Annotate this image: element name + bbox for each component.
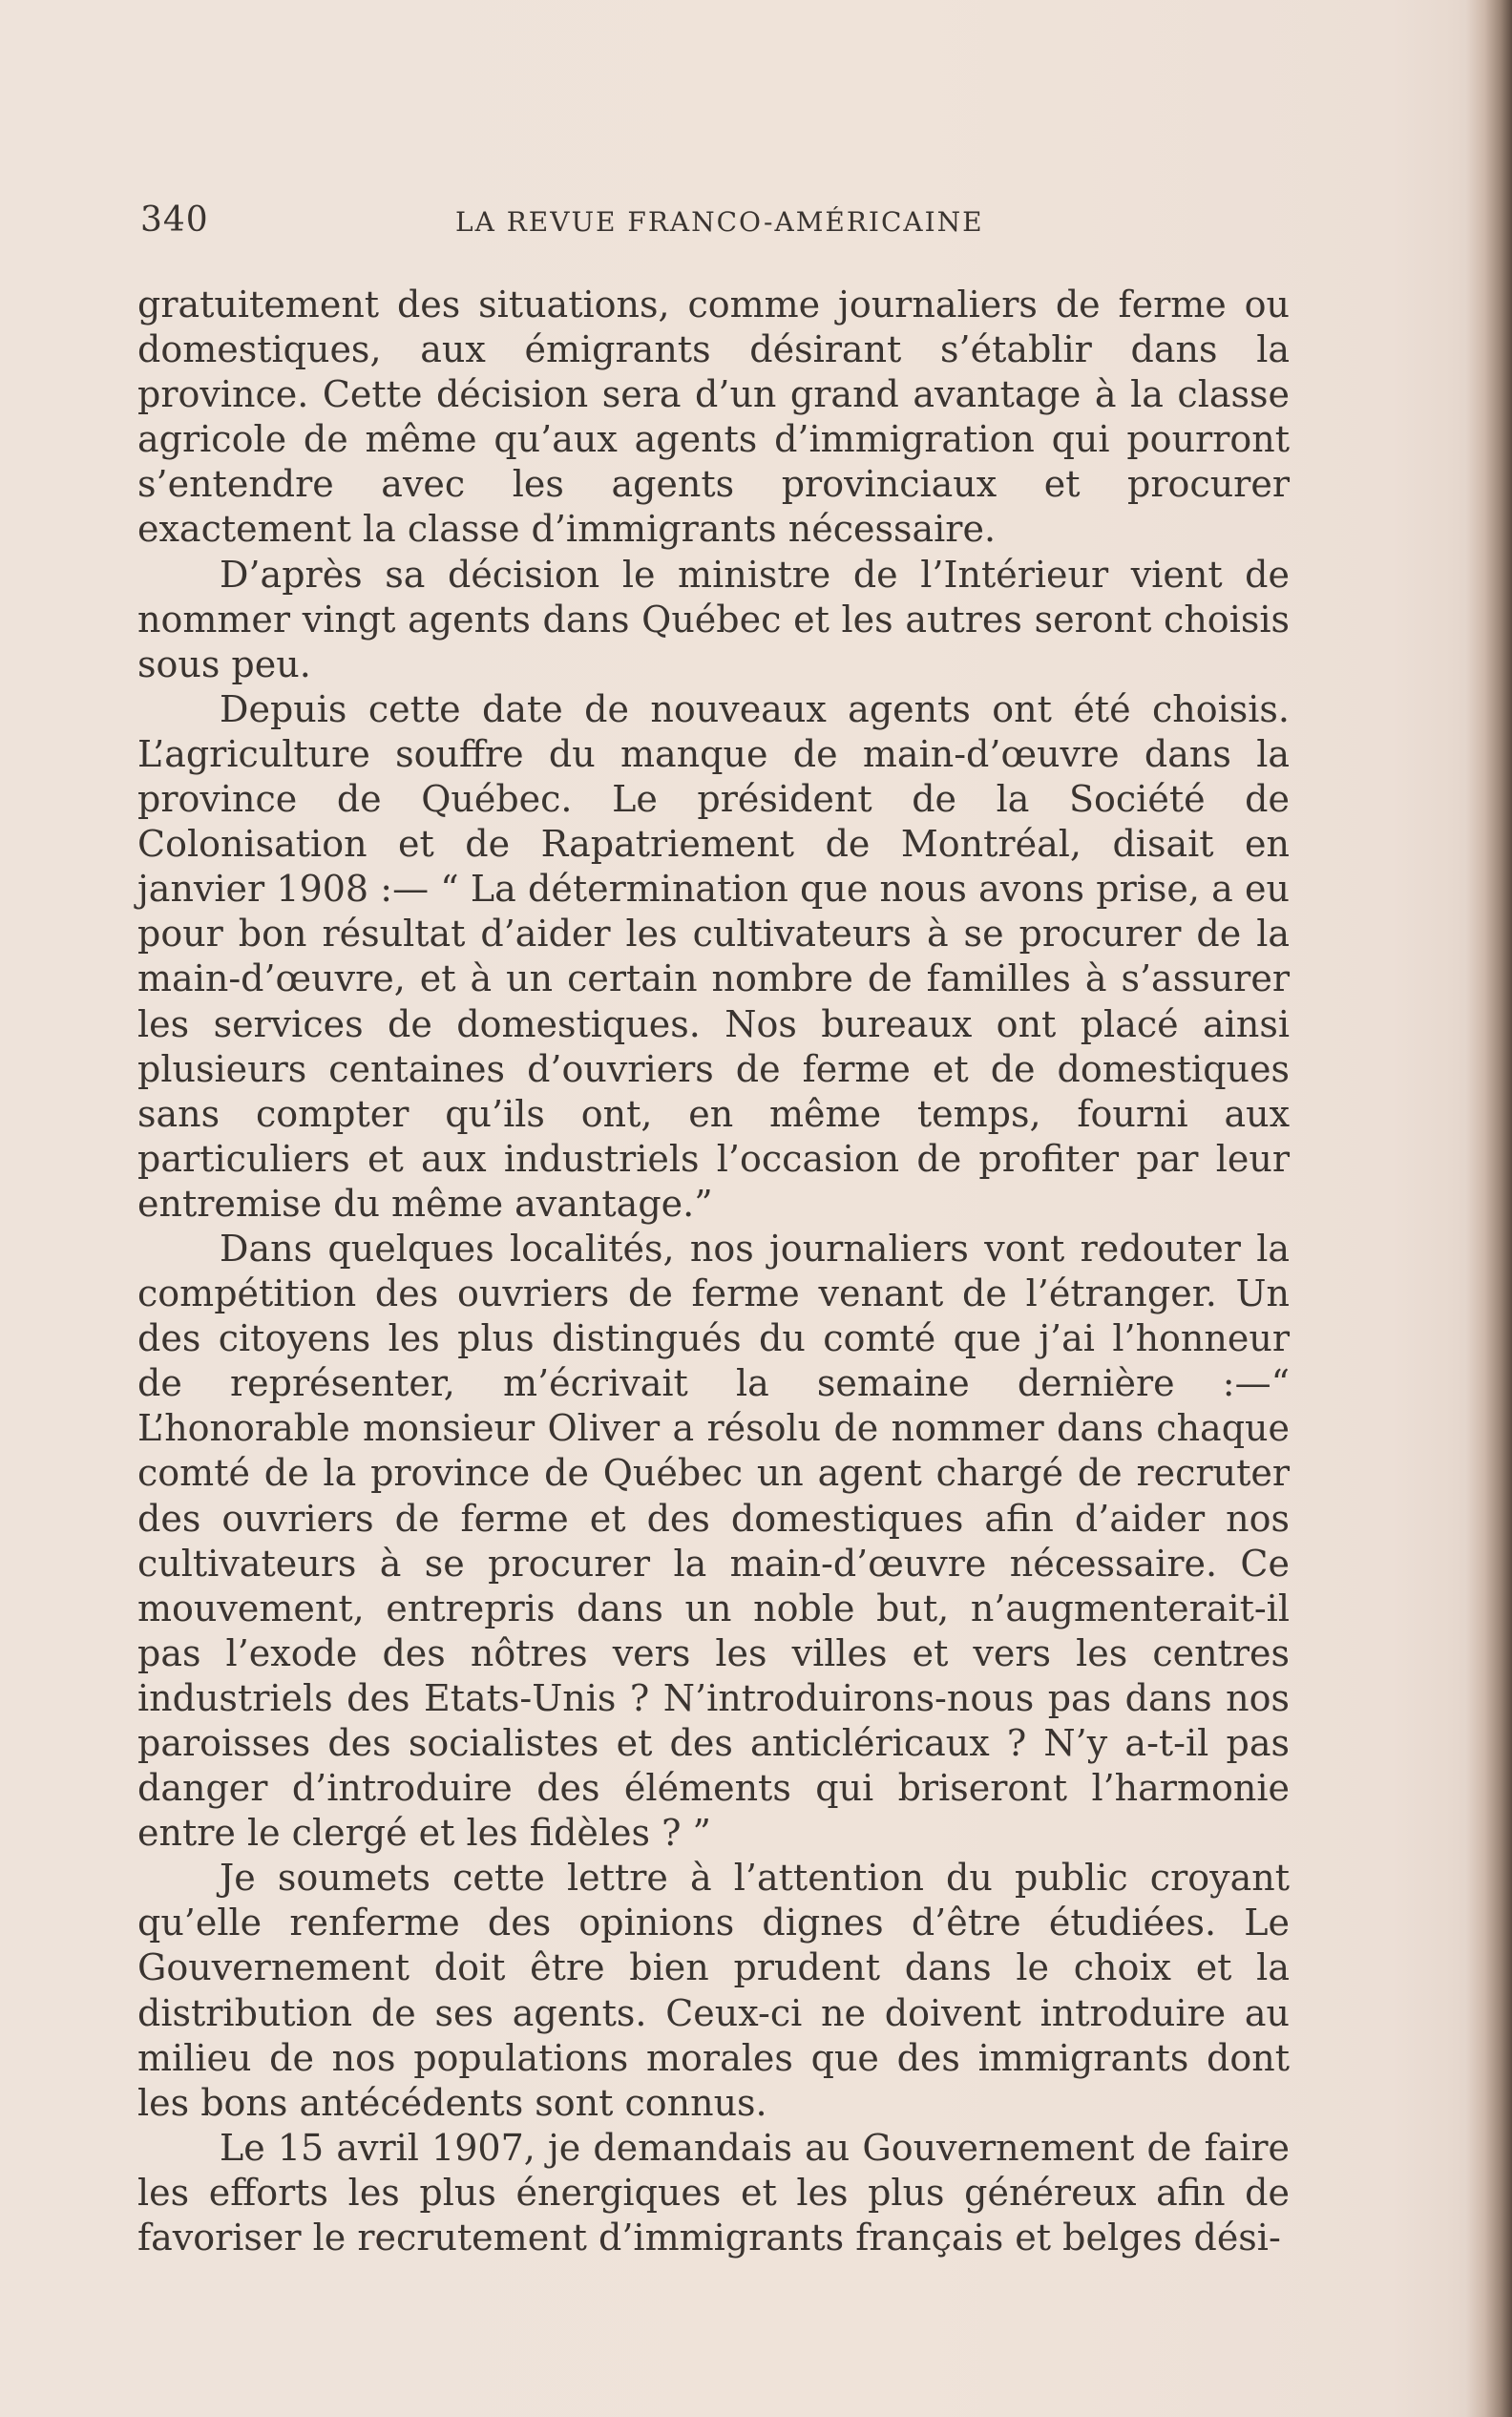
body-text bbox=[137, 283, 1290, 2260]
paragraph: Le 15 avril 1907, je demandais au Gouvernement de faire les efforts les plus énergiques et les plus généreux afin de favoriser le recrutement d’immigrants français et belges dési- bbox=[137, 2126, 1290, 2259]
running-title: LA REVUE FRANCO-AMÉRICAINE bbox=[455, 206, 984, 238]
page-number: 340 bbox=[140, 200, 209, 240]
paragraph: Je soumets cette lettre à l’attention du public croyant qu’elle renferme des opinions dignes d’être étudiées. Le Gouvernement doit être bien prudent dans le choix et la distribution de ses agents. Ceux-ci ne doivent introduire au milieu de nos populations morales que des immigrants dont les bons antécédents sont connus. bbox=[137, 1857, 1290, 2124]
page-header bbox=[140, 191, 1288, 248]
book-spine-shadow bbox=[1466, 0, 1512, 2417]
paragraph: Depuis cette date de nouveaux agents ont été choisis. L’agriculture souffre du manque de main-d’œuvre dans la province de Québec. Le président de la Société de Colonisation et de Rapatriement de Montréal, disait en janvier 1908 :— “ La détermination que nous avons prise, a eu pour bon résultat d’aider les cultivateurs à se procurer de la main-d’œuvre, et à un certain nombre de familles à s’assurer les services de domestiques. Nos bureaux ont placé ainsi plusieurs centaines d’ouvriers de ferme et de domestiques sans compter qu’ils ont, en même temps, fourni aux particuliers et aux industriels l’occasion de profiter par leur entremise du même avantage.” bbox=[137, 687, 1290, 1225]
paragraph: Dans quelques localités, nos journaliers vont redouter la compétition des ouvriers de ferme venant de l’étranger. Un des citoyens les plus distingués du comté que j’ai l’honneur de représenter, m’écrivait la semaine dernière :—“ L’honorable monsieur Oliver a résolu de nommer dans chaque comté de la province de Québec un agent chargé de recruter des ouvriers de ferme et des domestiques afin d’aider nos cultivateurs à se procurer la main-d’œuvre nécessaire. Ce mouvement, entrepris dans un noble but, n’augmenterait-il pas l’exode des nôtres vers les villes et vers les centres industriels des Etats-Unis ? N’introduirons-nous pas dans nos paroisses des socialistes et des anticléricaux ? N’y a-t-il pas danger d’introduire des éléments qui briseront l’harmonie entre le clergé et les fidèles ? ” bbox=[137, 1227, 1290, 1855]
paragraph: D’après sa décision le ministre de l’Intérieur vient de nommer vingt agents dans Québec et les autres seront choisis sous peu. bbox=[137, 553, 1290, 685]
paragraph-continued: gratuitement des situations, comme journaliers de ferme ou domestiques, aux émigrants désirant s’établir dans la province. Cette décision sera d’un grand avantage à la classe agricole de même qu’aux agents d’immigration qui pourront s’entendre avec les agents provinciaux et procurer exactement la classe d’immigrants nécessaire. bbox=[137, 284, 1290, 551]
